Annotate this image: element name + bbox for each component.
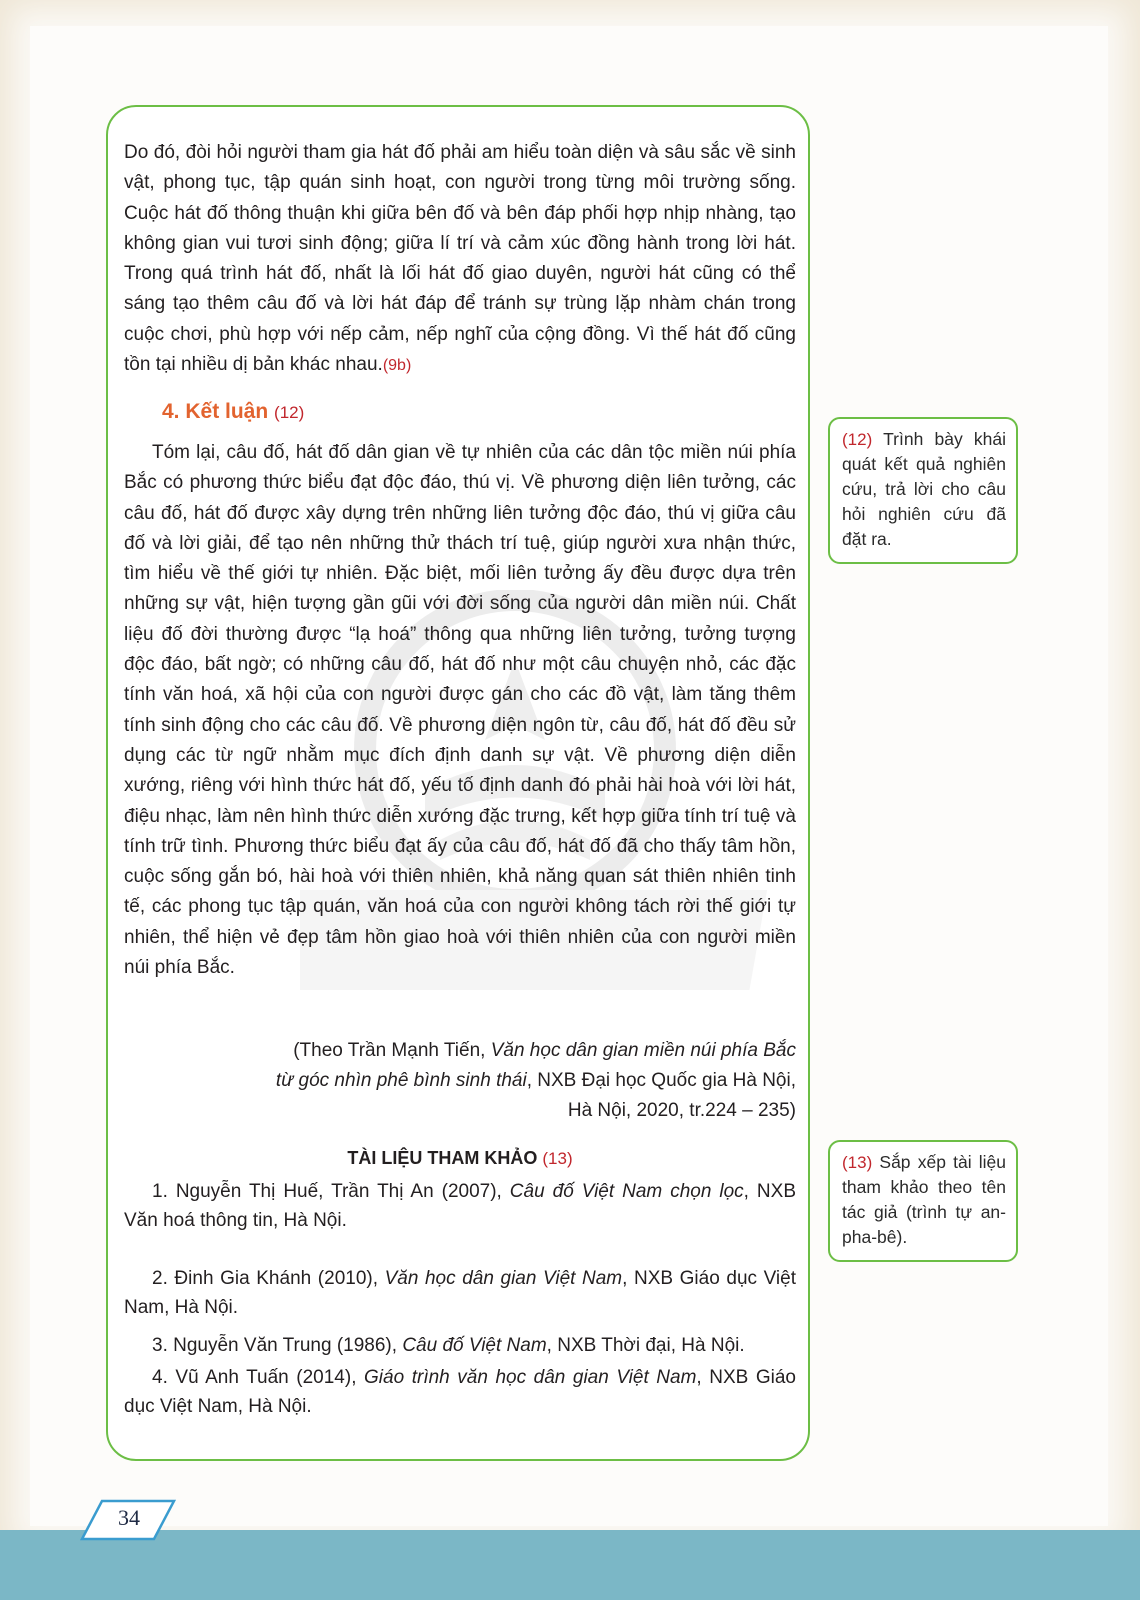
reference-title: Văn học dân gian Việt Nam <box>384 1268 623 1289</box>
side-note-marker: (12) <box>842 430 873 449</box>
reference-author: 3. Nguyễn Văn Trung (1986), <box>152 1335 403 1356</box>
section-reference-marker: (12) <box>274 403 305 422</box>
section-heading <box>162 400 304 424</box>
side-note-marker: (13) <box>842 1153 873 1172</box>
conclusion-paragraph: Tóm lại, câu đố, hát đố dân gian về tự nhiên của các dân tộc miền núi phía Bắc có phương thức biểu đạt độc đáo, thú vị. Về phương diện liên tưởng, các câu đố, hát đố được xây dựng trên những liên tưởng độc đáo, thú vị giữa câu đố và lời giải, để tạo nên những thử thách trí tuệ, giúp người xưa nhận thức, tìm hiểu về thế giới tự nhiên. Đặc biệt, mối liên tưởng ấy đều được dựa trên những sự vật, hiện tượng gần gũi với đời sống của người dân miền núi. Chất liệu đố đời thường được “lạ hoá” thông qua những liên tưởng, tưởng tượng độc đáo, bất ngờ; có những câu đố, hát đố như một câu chuyện nhỏ, các đặc tính văn hoá, xã hội của con người được gán cho các đồ vật, làm tăng thêm tính sinh động cho các câu đố. Về phương diện ngôn từ, câu đố, hát đố đều sử dụng các từ ngữ nhằm mục đích định danh sự vật. Về phương diện diễn xướng, riêng với hình thức hát đố, yếu tố định danh đó phải hài hoà với lời hát, điệu nhạc, làm nên hình thức diễn xướng đặc trưng, kết hợp giữa tính trí tuệ và tính trữ tình. Phương thức biểu đạt ấy của câu đố, hát đố đã cho thấy tâm hồn, cuộc sống gắn bó, hài hoà với thiên nhiên, khả năng quan sát thiên nhiên tinh tế, các phong tục tập quán, văn hoá của con người không tách rời thế giới tự nhiên, thể hiện vẻ đẹp tâm hồn giao hoà với thiên nhiên của con người miền núi phía Bắc. <box>124 442 796 979</box>
intro-paragraph <box>124 138 796 381</box>
intro-reference-marker: (9b) <box>382 357 412 375</box>
citation-details: Hà Nội, 2020, tr.224 – 235) <box>567 1100 796 1121</box>
side-note-12 <box>828 417 1018 564</box>
reference-publisher: , NXB Văn hoá thông tin, Hà Nội. <box>124 1181 796 1231</box>
intro-paragraph-text: Do đó, đòi hỏi người tham gia hát đố phải am hiểu toàn diện và sâu sắc về sinh vật, phong tục, tập quán sinh hoạt, con người trong từng môi trường sống. Cuộc hát đố thông thuận khi giữa bên đố và bên đáp phối hợp nhịp nhàng, tạo không gian vui tươi sinh động; giữa lí trí và cảm xúc đồng hành trong lời hát. Trong quá trình hát đố, nhất là lối hát đố giao duyên, người hát cũng có thể sáng tạo thêm câu đố và lời hát đáp để tránh sự trùng lặp nhàm chán trong cuộc chơi, phù hợp với nếp cảm, nếp nghĩ của cộng đồng. Vì thế hát đố cũng tồn tại nhiều dị bản khác nhau. <box>124 142 796 376</box>
reference-publisher: , NXB Giáo dục Việt Nam, Hà Nội. <box>124 1367 796 1417</box>
reference-item <box>124 1177 796 1235</box>
citation-prefix: (Theo Trần Mạnh Tiến, <box>293 1040 491 1061</box>
source-citation <box>180 1036 796 1126</box>
references-reference-marker: (13) <box>542 1149 573 1168</box>
references-heading <box>124 1148 796 1169</box>
side-note-text: Trình bày khái quát kết quả nghiên cứu, trả lời cho câu hỏi nghiên cứu đã đặt ra. <box>842 429 1006 549</box>
citation-publisher: , NXB Đại học Quốc gia Hà Nội, <box>526 1070 796 1091</box>
reference-item <box>124 1363 796 1421</box>
reference-author: 1. Nguyễn Thị Huế, Trần Thị An (2007), <box>152 1181 510 1202</box>
reference-publisher: , NXB Giáo dục Việt Nam, Hà Nội. <box>124 1268 796 1318</box>
side-note-13 <box>828 1140 1018 1262</box>
reference-item <box>124 1264 796 1322</box>
citation-title-line2: từ góc nhìn phê bình sinh thái <box>275 1070 527 1091</box>
references-title: TÀI LIỆU THAM KHẢO <box>347 1148 538 1168</box>
reference-title: Câu đố Việt Nam chọn lọc <box>509 1181 744 1202</box>
section-title: 4. Kết luận <box>162 400 269 423</box>
reference-author: 2. Đinh Gia Khánh (2010), <box>152 1268 385 1289</box>
reference-author: 4. Vũ Anh Tuấn (2014), <box>152 1367 365 1388</box>
reference-title: Câu đố Việt Nam <box>402 1335 547 1356</box>
citation-title-line1: Văn học dân gian miền núi phía Bắc <box>490 1040 796 1061</box>
reference-item <box>124 1331 796 1360</box>
reference-publisher: , NXB Thời đại, Hà Nội. <box>546 1335 745 1356</box>
page-number: 34 <box>118 1505 140 1530</box>
reference-title: Giáo trình văn học dân gian Việt Nam <box>364 1367 697 1388</box>
side-note-text: Sắp xếp tài liệu tham khảo theo tên tác giả (trình tự an-pha-bê). <box>842 1152 1006 1247</box>
